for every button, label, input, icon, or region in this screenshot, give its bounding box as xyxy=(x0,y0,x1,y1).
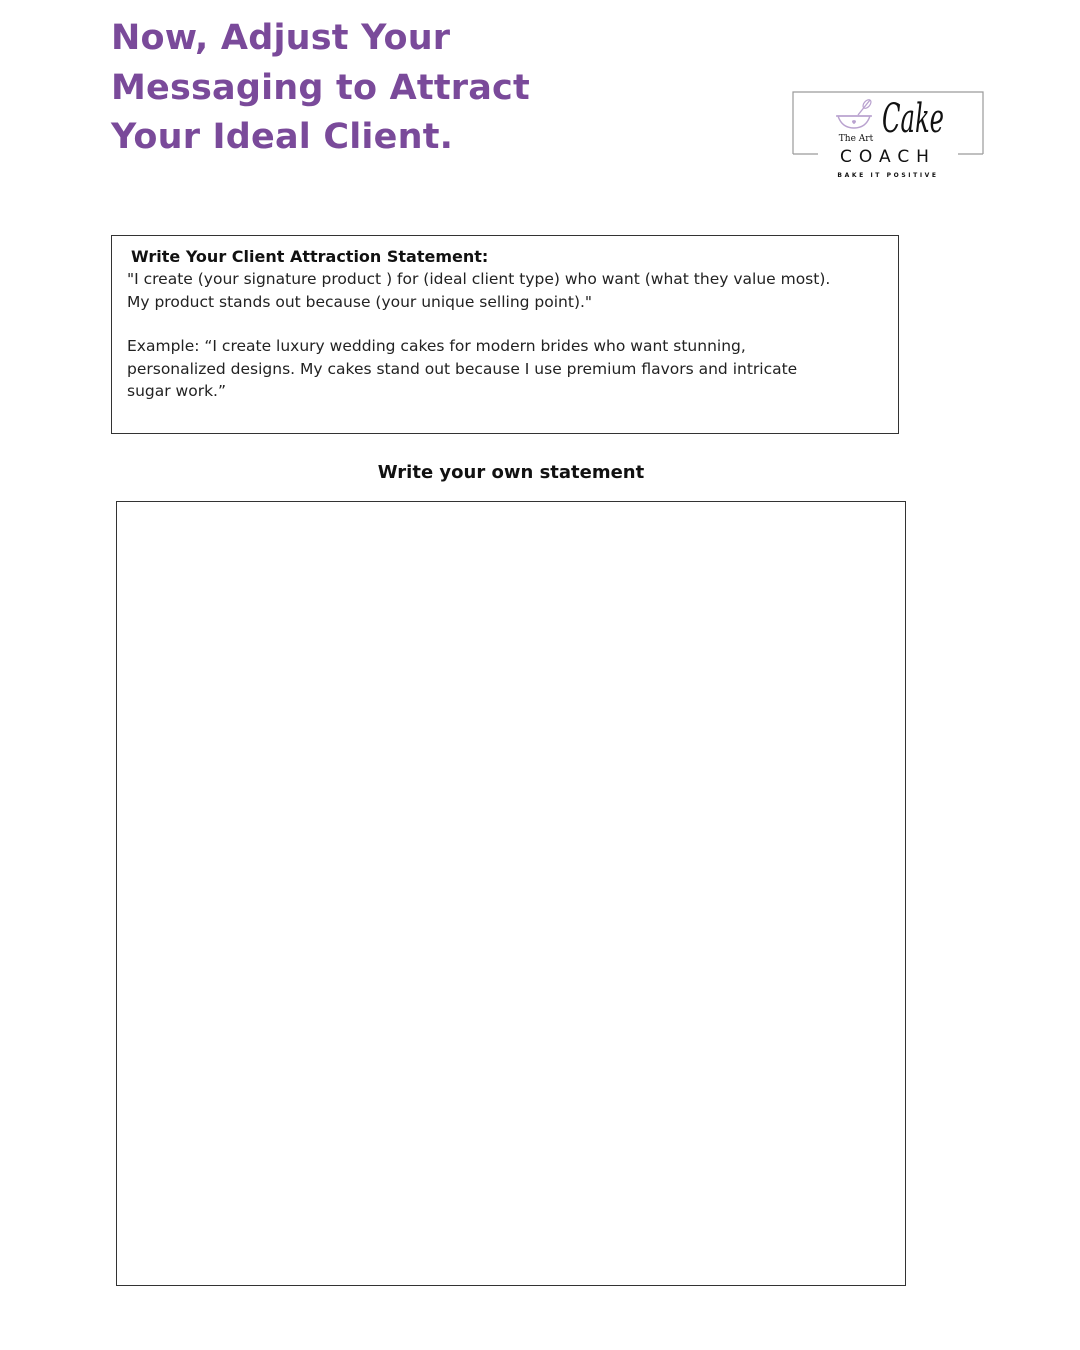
own-statement-input[interactable] xyxy=(116,501,906,1286)
own-statement-heading: Write your own statement xyxy=(377,462,645,483)
brand-logo xyxy=(790,88,986,184)
example-line-1: Example: “I create luxury wedding cakes for modern brides who want stunning, xyxy=(127,337,746,355)
statement-template xyxy=(127,268,887,313)
example-line-3: sugar work.” xyxy=(127,382,227,400)
example-line-2: personalized designs. My cakes stand out because I use premium flavors and intricate xyxy=(127,359,798,378)
statement-example xyxy=(127,335,857,403)
logo-main-word: COACH xyxy=(840,147,936,167)
logo-small-text: The Art xyxy=(838,134,874,144)
whisk-bowl-icon xyxy=(836,98,873,128)
template-line-2: My product stands out because (your unique selling point)." xyxy=(127,292,593,311)
statement-heading: Write Your Client Attraction Statement: xyxy=(131,247,489,266)
title-line-1: Now, Adjust Your xyxy=(111,18,451,58)
page-title xyxy=(111,14,631,163)
title-line-3: Your Ideal Client. xyxy=(111,117,454,157)
logo-script-word: Cake xyxy=(882,96,944,142)
template-line-1: "I create (your signature product ) for (ideal client type) who want (what they value most). xyxy=(127,270,831,288)
client-attraction-statement-box xyxy=(111,235,899,434)
logo-tagline: BAKE IT POSITIVE xyxy=(837,172,939,179)
title-line-2: Messaging to Attract xyxy=(111,67,530,108)
